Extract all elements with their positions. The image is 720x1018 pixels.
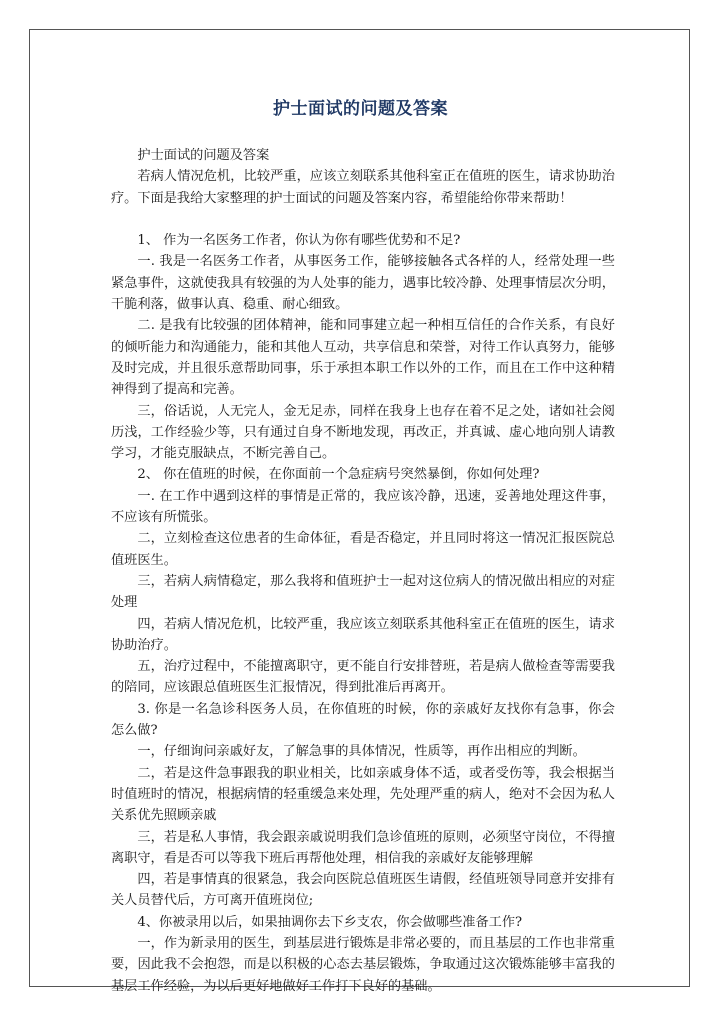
document-page [29,29,690,994]
paragraph: 护士面试的问题及答案 [137,148,270,163]
paragraph: 二，若是这件急事跟我的职业相关，比如亲戚身体不适，或者受伤等，我会根据当时值班时的情况，根据病情的轻重缓急来处理，先处理严重的病人，绝对不会因为私人关系优先照顾亲戚 [111,765,615,824]
paragraph: 三，俗话说，人无完人，金无足赤，同样在我身上也存在着不足之处，诸如社会阅历浅，工作经验少等，只有通过自身不断地发现，再改正，并真诚、虚心地向别人请教学习，才能克服缺点，不断完善自己。 [111,403,615,462]
paragraph: 二，立刻检查这位患者的生命体征，看是否稳定，并且同时将这一情况汇报医院总值班医生。 [111,531,615,568]
document-body [111,145,615,997]
paragraph: 若病人情况危机，比较严重，应该立刻联系其他科室正在值班的医生，请求协助治疗。下面是我给大家整理的护士面试的问题及答案内容，希望能给你带来帮助！ [111,169,615,206]
question-heading: 2、 你在值班的时候，在你面前一个急症病号突然暴倒，你如何处理? [137,467,540,483]
paragraph: 四，若病人情况危机，比较严重，我应该立刻联系其他科室正在值班的医生，请求协助治疗。 [111,616,615,653]
question-heading: 1、 作为一名医务工作者，你认为你有哪些优势和不足? [137,233,461,249]
paragraph: 五，治疗过程中，不能擅离职守，更不能自行安排替班，若是病人做检查等需要我的陪同，应该跟总值班医生汇报情况，得到批准后再离开。 [111,659,615,696]
paragraph: 一. 在工作中遇到这样的事情是正常的，我应该冷静，迅速，妥善地处理这件事，不应该有所慌张。 [111,488,615,526]
paragraph: 三，若病人病情稳定，那么我将和值班护士一起对这位病人的情况做出相应的对症处理 [111,573,615,611]
paragraph: 三，若是私人事情，我会跟亲戚说明我们急诊值班的原则，必须坚守岗位，不得擅离职守，看是否可以等我下班后再帮他处理，相信我的亲戚好友能够理解 [111,829,615,866]
question-heading: 4、你被录用以后，如果抽调你去下乡支农，你会做哪些准备工作? [137,914,523,930]
paragraph: 一，作为新录用的医生，到基层进行锻炼是非常必要的，而且基层的工作也非常重要，因此我不会抱怨，而是以积极的心态去基层锻炼，争取通过这次锻炼能够丰富我的基层工作经验，为以后更好地做好工作打下良好的基础。 [111,935,615,994]
paragraph: 一，仔细询问亲戚好友，了解急事的具体情况，性质等，再作出相应的判断。 [137,744,586,760]
paragraph: 二. 是我有比较强的团体精神，能和同事建立起一种相互信任的合作关系，有良好的倾听能力和沟通能力，能和其他人互动，共享信息和荣誉，对待工作认真努力，能够及时完成，并且很乐意帮助同事，乐于承担本职工作以外的工作，而且在工作中这种精神得到了提高和完善。 [111,318,615,398]
blank-line [111,209,615,230]
paragraph: 四，若是事情真的很紧急，我会向医院总值班医生请假，经值班领导同意并安排有关人员替代后，方可离开值班岗位; [111,872,615,909]
paragraph: 一. 我是一名医务工作者，从事医务工作，能够接触各式各样的人，经常处理一些紧急事件，这就使我具有较强的为人处事的能力，遇事比较冷静、处理事情层次分明，干脆利落，做事认真、稳重、耐心细致。 [111,254,615,313]
question-heading: 3. 你是一名急诊科医务人员，在你值班的时候，你的亲戚好友找你有急事，你会怎么做? [111,701,615,739]
document-title: 护士面试的问题及答案 [273,99,448,119]
